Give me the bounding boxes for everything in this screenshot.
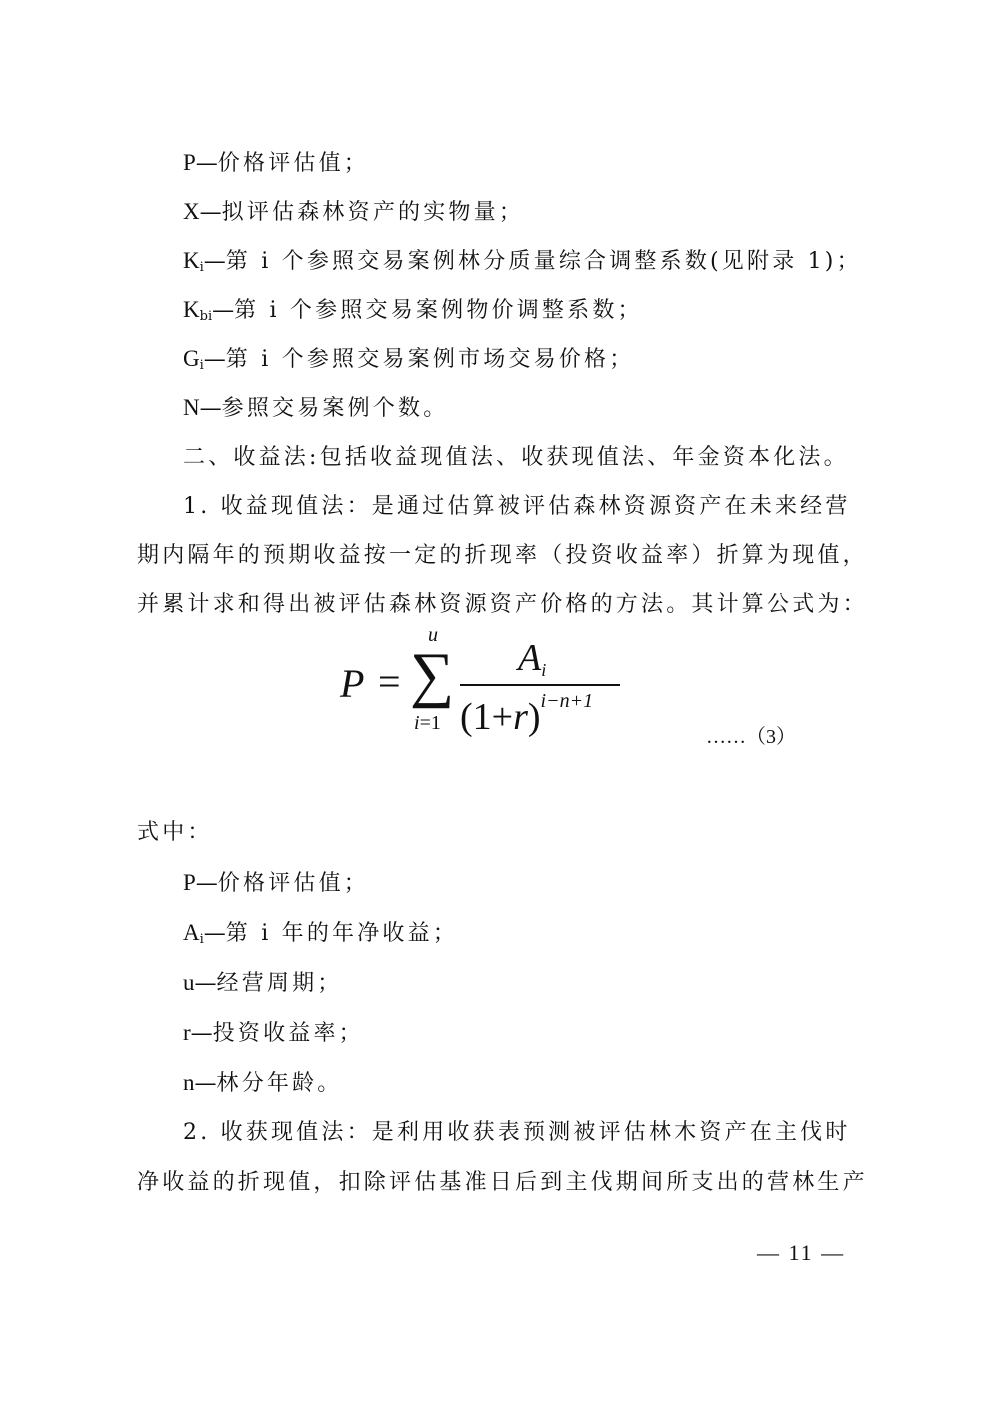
symbol: K <box>183 248 200 273</box>
definition-u-cycle <box>183 968 343 999</box>
definition-n-age <box>183 1068 343 1099</box>
definition-text: 拟评估森林资产的实物量； <box>221 200 525 225</box>
numerator-var: A <box>518 637 542 679</box>
separator: — <box>195 151 218 176</box>
definition-x-quantity <box>183 197 524 228</box>
symbol: A <box>183 920 200 945</box>
den-exponent: i−n+1 <box>540 690 594 712</box>
definition-r-rate <box>183 1018 364 1049</box>
definition-ai-net-income <box>183 918 458 955</box>
den-var: r <box>513 696 528 738</box>
formula-lower-limit <box>414 712 441 735</box>
definition-text: 第 i 个参照交易案例林分质量综合调整系数(见附录 1)； <box>225 249 862 274</box>
formula-present-value <box>340 624 640 742</box>
separator: — <box>194 1071 217 1096</box>
den-close: ) <box>527 696 541 738</box>
where-label: 式中： <box>137 820 213 845</box>
symbol-subscript: i <box>199 932 204 947</box>
summation-icon: ∑ <box>410 641 455 709</box>
method-1-line-1: 1. 收益现值法：是通过估算被评估森林资源资产在未来经营 <box>183 494 851 519</box>
definition-n-count <box>183 393 448 424</box>
symbol: n <box>183 1070 195 1095</box>
separator: — <box>203 249 226 274</box>
section-heading-income-approach: 二、收益法:包括收益现值法、收获现值法、年金资本化法。 <box>183 445 849 470</box>
definition-text: 第 i 个参照交易案例物价调整系数； <box>234 298 643 323</box>
symbol: G <box>183 346 200 371</box>
symbol: P <box>183 150 196 175</box>
definition-text: 经营周期； <box>216 971 343 996</box>
symbol-subscript: i <box>199 260 204 275</box>
symbol: u <box>183 970 195 995</box>
separator: — <box>195 871 218 896</box>
symbol: P <box>183 870 196 895</box>
separator: — <box>212 298 235 323</box>
formula-equals: = <box>378 659 401 704</box>
numerator-sub: i <box>541 660 547 680</box>
symbol: N <box>183 395 200 420</box>
separator: — <box>203 921 226 946</box>
page-number: — 11 — <box>757 1240 846 1265</box>
lower-limit-val: =1 <box>419 712 441 734</box>
separator: — <box>199 200 222 225</box>
definition-ki-quality <box>183 246 862 283</box>
definition-text: 价格评估值； <box>217 871 369 896</box>
definition-p-price <box>183 148 369 179</box>
definition-text: 林分年龄。 <box>216 1071 343 1096</box>
separator: — <box>203 347 226 372</box>
definition-kbi-price <box>183 295 643 332</box>
symbol: X <box>183 199 200 224</box>
formula-lhs: P <box>340 661 365 706</box>
definition-p-price-2 <box>183 868 369 899</box>
symbol: r <box>183 1020 191 1045</box>
definition-text: 第 i 年的年净收益； <box>225 921 459 946</box>
symbol: K <box>183 297 200 322</box>
symbol-subscript: bi <box>199 309 213 324</box>
definition-text: 投资收益率； <box>212 1021 364 1046</box>
definition-text: 价格评估值； <box>217 151 369 176</box>
den-base: (1+ <box>460 696 514 738</box>
symbol-subscript: i <box>199 358 204 373</box>
definition-text: 第 i 个参照交易案例市场交易价格； <box>225 347 635 372</box>
formula-numerator <box>518 636 546 681</box>
method-1-line-2: 期内隔年的预期收益按一定的折现率（投资收益率）折算为现值， <box>137 543 868 568</box>
separator: — <box>199 396 222 421</box>
method-2-line-1: 2. 收获现值法：是利用收获表预测被评估林木资产在主伐时 <box>183 1120 851 1145</box>
method-2-line-2: 净收益的折现值，扣除评估基准日后到主伐期间所支出的营林生产 <box>137 1170 868 1195</box>
definition-text: 参照交易案例个数。 <box>221 396 449 421</box>
formula-denominator <box>460 690 593 739</box>
formula-upper-limit: u <box>428 624 438 646</box>
fraction-bar <box>460 684 620 686</box>
separator: — <box>190 1021 213 1046</box>
method-1-line-3: 并累计求和得出被评估森林资源资产价格的方法。其计算公式为： <box>137 592 868 617</box>
formula-reference-number: ……（3） <box>706 726 796 748</box>
separator: — <box>194 971 217 996</box>
definition-gi-market-price <box>183 344 634 381</box>
lower-limit-var: i <box>414 712 420 734</box>
